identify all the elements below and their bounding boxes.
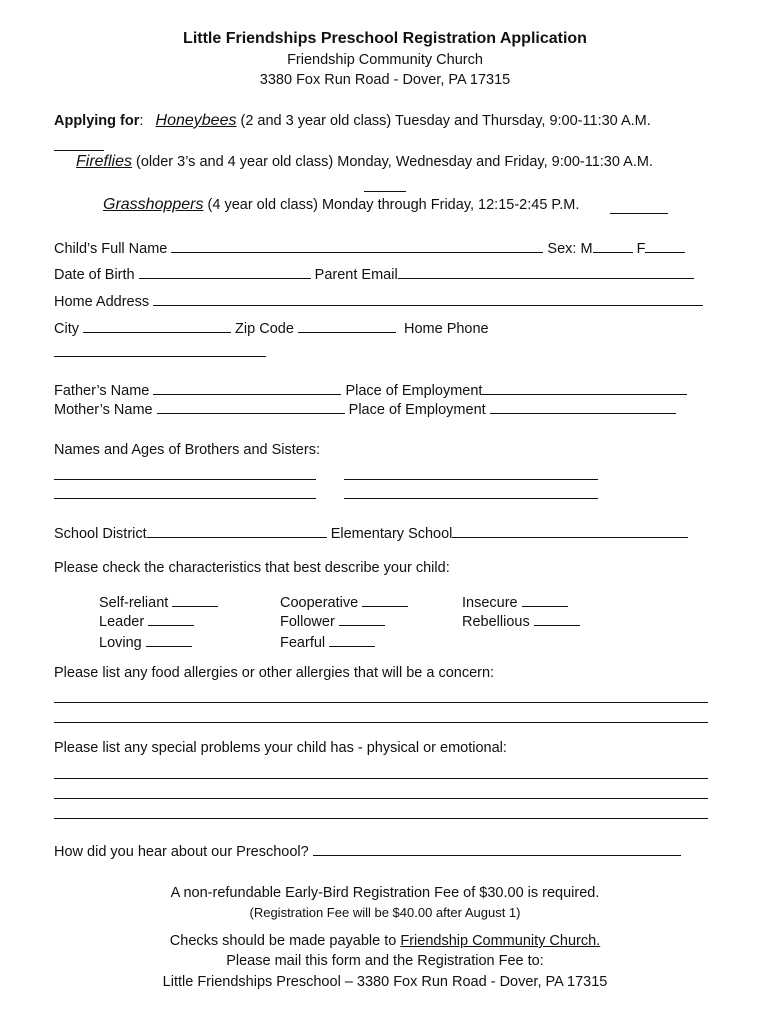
special-problems-field-2[interactable] xyxy=(54,798,708,799)
fearful-check[interactable] xyxy=(329,632,375,647)
early-bird-fee-note: A non-refundable Early-Bird Registration Fee of $30.00 is required. xyxy=(170,885,600,901)
sibling-field-1[interactable] xyxy=(54,479,316,480)
grasshoppers-class-desc: (4 year old class) Monday through Friday, 12:15-2:45 P.M. xyxy=(203,197,580,213)
fireflies-class-name: Fireflies xyxy=(76,153,133,170)
elementary-school-label: Elementary School xyxy=(330,526,453,542)
dob-label: Date of Birth xyxy=(54,267,135,283)
loving-check[interactable] xyxy=(146,632,192,647)
cooperative-check[interactable] xyxy=(362,592,408,607)
zip-label: Zip Code xyxy=(235,321,294,337)
characteristic-self-reliant: Self-reliant xyxy=(99,592,218,611)
child-name-field[interactable] xyxy=(171,238,543,253)
allergies-field-2[interactable] xyxy=(54,722,708,723)
special-problems-question: Please list any special problems your child has - physical or emotional: xyxy=(54,740,507,756)
honeybees-class-name: Honeybees xyxy=(155,112,237,129)
rebellious-check[interactable] xyxy=(534,611,580,626)
home-phone-field[interactable] xyxy=(54,356,266,357)
allergies-question: Please list any food allergies or other allergies that will be a concern: xyxy=(54,665,495,681)
sex-m-label: Sex: M xyxy=(547,241,593,257)
grasshoppers-line xyxy=(103,196,579,214)
special-problems-field-1[interactable] xyxy=(54,778,708,779)
characteristic-loving: Loving xyxy=(99,632,192,651)
fireflies-check-blank[interactable] xyxy=(364,191,406,192)
follower-check[interactable] xyxy=(339,611,385,626)
leader-check[interactable] xyxy=(148,611,194,626)
characteristic-fearful: Fearful xyxy=(280,632,375,651)
sex-f-field[interactable] xyxy=(645,238,685,253)
mother-employment-label: Place of Employment xyxy=(348,402,486,418)
home-phone-label: Home Phone xyxy=(403,321,489,337)
child-name-row xyxy=(54,238,685,257)
payee-name: Friendship Community Church. xyxy=(400,933,601,949)
hear-about-field[interactable] xyxy=(313,841,681,856)
siblings-label: Names and Ages of Brothers and Sisters: xyxy=(54,442,320,458)
characteristic-leader: Leader xyxy=(99,611,194,630)
hear-about-label: How did you hear about our Preschool? xyxy=(54,844,309,860)
home-address-row xyxy=(54,291,703,310)
parent-email-field[interactable] xyxy=(398,264,694,279)
insecure-check[interactable] xyxy=(522,592,568,607)
school-district-label: School District xyxy=(54,526,147,542)
grasshoppers-class-name: Grasshoppers xyxy=(103,196,204,213)
dob-row xyxy=(54,264,694,283)
honeybees-line: Applying for: Honeybees (2 and 3 year old class) Tuesday and Thursday, 9:00-11:30 A.M. xyxy=(54,112,651,129)
sibling-field-2[interactable] xyxy=(344,479,598,480)
church-name: Friendship Community Church xyxy=(287,52,483,68)
mother-name-field[interactable] xyxy=(157,399,345,414)
fireflies-line xyxy=(76,153,653,171)
mailing-address: Little Friendships Preschool – 3380 Fox Run Road - Dover, PA 17315 xyxy=(162,974,608,990)
father-row xyxy=(54,380,687,399)
sex-f-label: F xyxy=(636,241,646,257)
mother-row xyxy=(54,399,676,418)
self-reliant-check[interactable] xyxy=(172,592,218,607)
father-employment-label: Place of Employment xyxy=(345,383,483,399)
characteristic-insecure: Insecure xyxy=(462,592,568,611)
sibling-field-4[interactable] xyxy=(344,498,598,499)
dob-field[interactable] xyxy=(139,264,311,279)
home-address-field[interactable] xyxy=(153,291,703,306)
hear-about-row xyxy=(54,841,681,860)
allergies-field-1[interactable] xyxy=(54,702,708,703)
special-problems-field-3[interactable] xyxy=(54,818,708,819)
characteristic-rebellious: Rebellious xyxy=(462,611,580,630)
city-label: City xyxy=(54,321,79,337)
checks-payable-note: Checks should be made payable to Friendship Community Church. xyxy=(169,933,601,949)
school-district-field[interactable] xyxy=(147,523,327,538)
child-name-label: Child’s Full Name xyxy=(54,241,168,257)
church-address: 3380 Fox Run Road - Dover, PA 17315 xyxy=(259,72,511,88)
home-address-label: Home Address xyxy=(54,294,150,310)
mother-name-label: Mother’s Name xyxy=(54,402,153,418)
late-fee-note: (Registration Fee will be $40.00 after August 1) xyxy=(249,905,521,920)
sibling-field-3[interactable] xyxy=(54,498,316,499)
elementary-school-field[interactable] xyxy=(452,523,688,538)
honeybees-class-desc: (2 and 3 year old class) Tuesday and Thursday, 9:00-11:30 A.M. xyxy=(236,113,651,129)
mail-instructions: Please mail this form and the Registration Fee to: xyxy=(226,953,544,969)
characteristic-follower: Follower xyxy=(280,611,385,630)
fireflies-class-desc: (older 3’s and 4 year old class) Monday, Wednesday and Friday, 9:00-11:30 A.M. xyxy=(132,154,653,170)
grasshoppers-check-blank[interactable] xyxy=(610,213,668,214)
characteristic-cooperative: Cooperative xyxy=(280,592,408,611)
city-row xyxy=(54,318,489,337)
characteristics-prompt: Please check the characteristics that best describe your child: xyxy=(54,560,450,576)
mother-employment-field[interactable] xyxy=(490,399,676,414)
school-row xyxy=(54,523,688,542)
sex-m-field[interactable] xyxy=(593,238,633,253)
form-title: Little Friendships Preschool Registration Application xyxy=(183,30,587,47)
applying-for-label: Applying for xyxy=(54,113,140,129)
honeybees-check-blank[interactable] xyxy=(54,150,104,151)
father-employment-field[interactable] xyxy=(482,380,687,395)
city-field[interactable] xyxy=(83,318,231,333)
parent-email-label: Parent Email xyxy=(314,267,398,283)
father-name-label: Father’s Name xyxy=(54,383,150,399)
father-name-field[interactable] xyxy=(153,380,341,395)
zip-field[interactable] xyxy=(298,318,396,333)
